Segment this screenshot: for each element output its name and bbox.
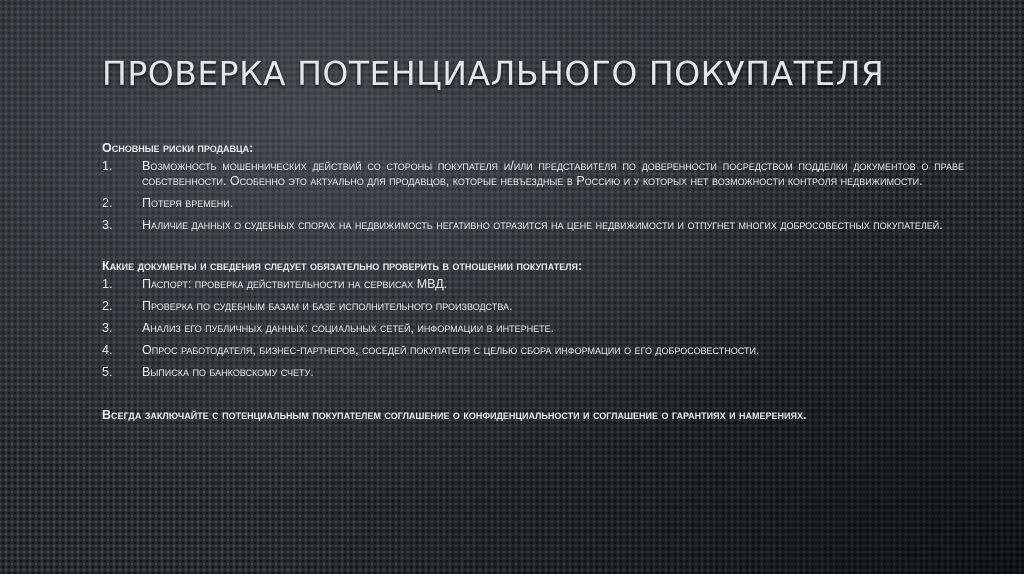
list-item-text: Опрос работодателя, бизнес-партнеров, соседей покупателя с целью сбора информации о его добросовестности. [142, 343, 760, 357]
slide-content [102, 141, 964, 423]
list-item-number: 5. [102, 365, 113, 379]
list-item [102, 196, 964, 211]
list-item-number: 2. [102, 196, 113, 210]
list-item-number: 4. [102, 343, 113, 357]
section-heading: Основные риски продавца: [102, 141, 254, 155]
list-item-text: Паспорт: проверка действительности на сервисах МВД. [142, 277, 448, 291]
list-item [102, 343, 964, 358]
list-item [102, 218, 964, 233]
list-item-number: 3. [102, 218, 113, 232]
list-item-number: 1. [102, 159, 113, 173]
list-item-text: Потеря времени. [142, 196, 234, 210]
list-item-number: 3. [102, 321, 113, 335]
list-item-text: Возможность мошеннических действий со стороны покупателя и/или представителя по доверенности посредством подделки документов о праве собственности. Особенно это актуально для продавцов, которые невъездные в Россию и у которых нет возможности контроля недвижимости. [142, 159, 964, 188]
risks-list [102, 159, 964, 233]
conclusion-text: Всегда заключайте с потенциальным покупателем соглашение о конфиденциальности и соглашение о гарантиях и намерениях. [102, 408, 807, 422]
list-item [102, 365, 964, 380]
checks-list [102, 277, 964, 380]
slide-title: ПРОВЕРКА ПОТЕНЦИАЛЬНОГО ПОКУПАТЕЛЯ [102, 54, 885, 93]
list-item-text: Проверка по судебным базам и базе исполнительного производства. [142, 299, 513, 313]
list-item [102, 299, 964, 314]
section-heading: Какие документы и сведения следует обязательно проверить в отношении покупателя: [102, 259, 583, 273]
list-item-number: 1. [102, 277, 113, 291]
list-item [102, 277, 964, 292]
seller-risks-section [102, 141, 964, 233]
list-item [102, 321, 964, 336]
buyer-checks-section [102, 259, 964, 380]
list-item [102, 159, 964, 189]
list-item-number: 2. [102, 299, 113, 313]
list-item-text: Выписка по банковскому счету. [142, 365, 314, 379]
list-item-text: Анализ его публичных данных: социальных сетей, информации в интернете. [142, 321, 555, 335]
list-item-text: Наличие данных о судебных спорах на недвижимость негативно отразится на цене недвижимости и отпугнет многих добросовестных покупателей. [142, 218, 943, 232]
